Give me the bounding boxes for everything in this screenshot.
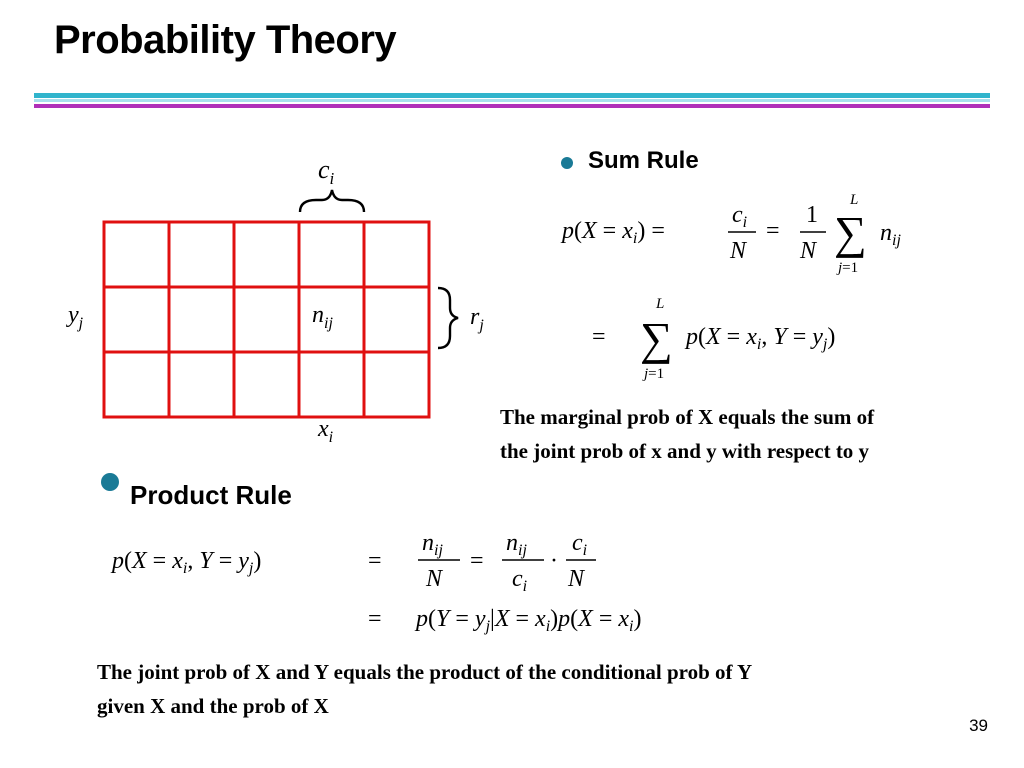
svg-text:1: 1	[806, 202, 818, 228]
svg-text:L: L	[656, 296, 665, 312]
svg-text:p(X = xi, Y = yj): $p(X = x_i$, $Y = y_j$)	[112, 548, 262, 577]
page-number: 39	[969, 716, 988, 735]
product-rule-heading: Product Rule	[130, 480, 292, 510]
grid-cell	[299, 222, 364, 287]
grid-cell	[104, 222, 169, 287]
divider-line-cyan	[34, 93, 990, 98]
svg-text:j=1: j=1	[838, 260, 859, 276]
grid-cell	[364, 352, 429, 417]
svg-text:nij: $n_{ij}$	[506, 530, 527, 559]
grid-cell	[234, 222, 299, 287]
sum-rule-bullet-icon	[561, 157, 573, 169]
grid-cell	[104, 352, 169, 417]
page-title: Probability Theory	[54, 18, 397, 62]
grid-cell	[104, 287, 169, 352]
svg-text:p(Y = yj|X = xi)p(X = xi): $p(Y = y_j|X = x_i)p(X = x_i)$	[416, 606, 642, 635]
grid-cell	[234, 287, 299, 352]
row-label: $y_j$	[68, 302, 84, 332]
contingency-grid-diagram	[60, 150, 510, 450]
svg-text:ci: $c_i$	[732, 202, 748, 231]
grid	[104, 222, 429, 417]
sum-rule-caption-line-2: the joint prob of x and y with respect to y	[500, 439, 870, 463]
svg-text:ci: $c_i$	[512, 566, 528, 595]
svg-text:j=1: j=1	[644, 366, 665, 382]
product-rule-bullet-icon	[101, 473, 119, 491]
svg-text:∑: ∑	[834, 207, 867, 258]
grid-cell	[299, 352, 364, 417]
cell-label: $n_{ij}$	[312, 302, 333, 332]
svg-text:=: =	[368, 548, 382, 574]
svg-text:p(X = xi, Y = yj): $p(X = x_i$, $Y = y_j$)	[686, 324, 836, 353]
svg-text:L: L	[850, 192, 859, 208]
grid-cell	[169, 352, 234, 417]
grid-cell	[169, 287, 234, 352]
svg-text:=: =	[766, 218, 780, 244]
svg-text:N: N	[426, 566, 443, 592]
sum-rule-caption	[500, 400, 874, 468]
svg-text:p(X = xi) =: $p(X = x_i)$ =	[562, 218, 665, 247]
product-rule-caption-line-2: given X and the prob of X	[97, 694, 329, 718]
divider-line-light	[34, 99, 990, 102]
product-rule-caption	[97, 655, 752, 723]
svg-text:N: N	[568, 566, 585, 592]
product-rule-equation	[110, 522, 810, 642]
column-brace	[300, 190, 364, 212]
row-brace	[438, 288, 458, 348]
svg-text:N: N	[800, 238, 817, 264]
grid-cell	[364, 287, 429, 352]
grid-cell	[234, 352, 299, 417]
sum-rule-heading: Sum Rule	[588, 147, 699, 174]
svg-text:∑: ∑	[640, 313, 673, 364]
sum-rule-equation	[560, 188, 960, 388]
svg-text:N: N	[730, 238, 747, 264]
grid-cell	[169, 222, 234, 287]
svg-text:=: =	[470, 548, 484, 574]
column-label: $x_i$	[318, 416, 334, 446]
column-brace-label: $c_i$	[318, 155, 335, 188]
svg-text:ci: $c_i$	[572, 530, 588, 559]
row-brace-label: $r_j$	[470, 304, 484, 334]
grid-cell	[364, 222, 429, 287]
svg-text:nij: $n_{ij}$	[880, 220, 901, 249]
divider-line-magenta	[34, 104, 990, 108]
product-rule-caption-line-1: The joint prob of X and Y equals the product of the conditional prob of Y	[97, 660, 753, 684]
svg-text:=: =	[592, 324, 606, 350]
sum-rule-caption-line-1: The marginal prob of X equals the sum of	[500, 405, 875, 429]
svg-text:·: ·	[550, 548, 558, 574]
svg-text:=: =	[368, 606, 382, 632]
svg-text:nij: $n_{ij}$	[422, 530, 443, 559]
